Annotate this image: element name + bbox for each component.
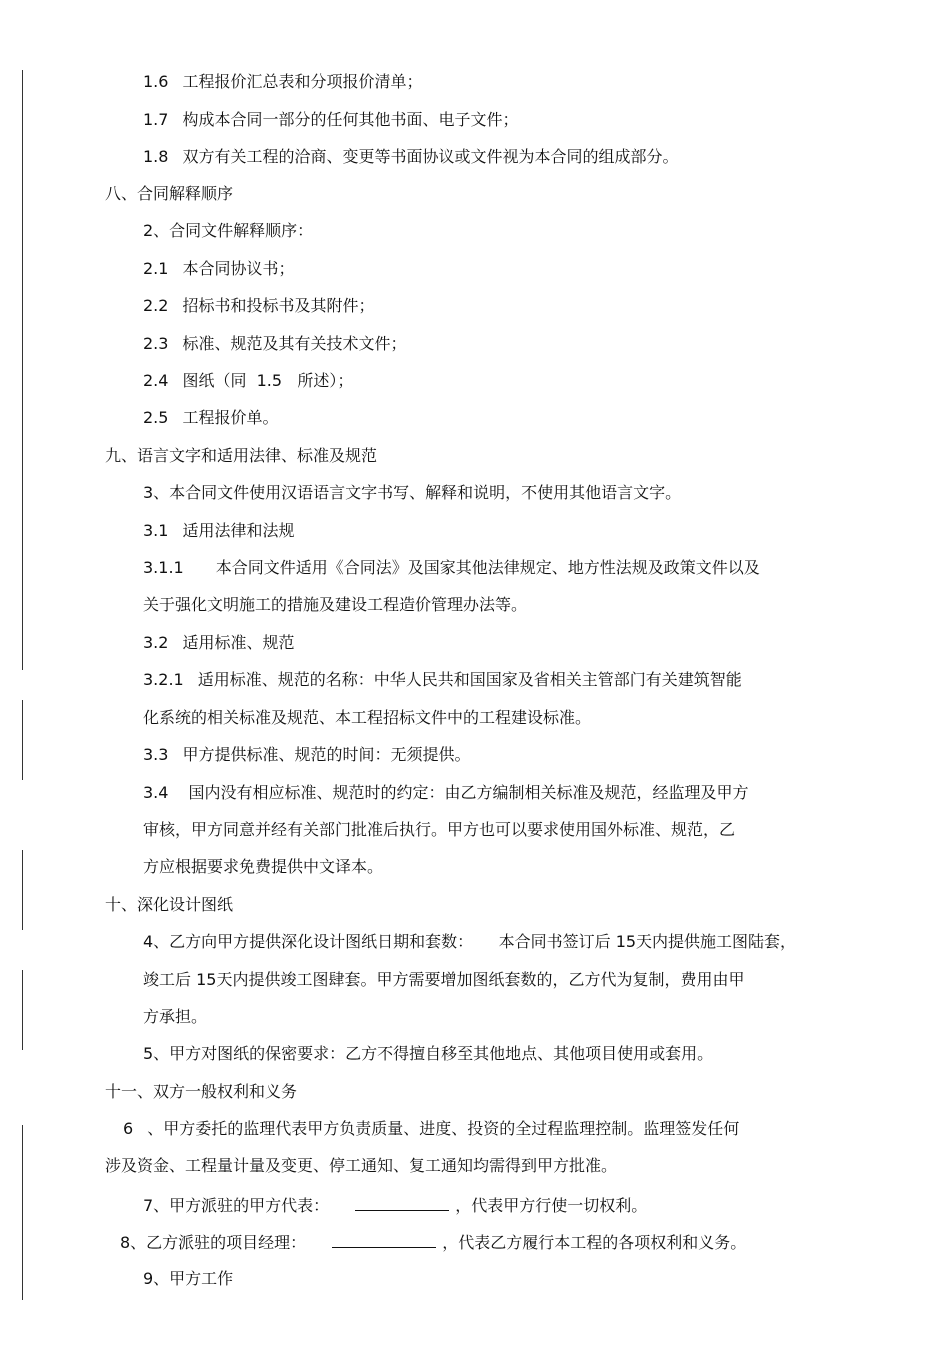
- clause-text: 标准、规范及其有关技术文件；: [182, 334, 407, 353]
- clause-3-3: [143, 745, 470, 765]
- clause-number: 3.1: [143, 521, 169, 540]
- clause-number: 1.8: [143, 147, 169, 166]
- clause-2-4: [143, 371, 353, 391]
- clause-text: ，代表甲方行使一切权利。: [455, 1196, 648, 1215]
- clause-text: 本合同文件适用《合同法》及国家其他法律规定、地方性法规及政策文件以及: [215, 558, 760, 577]
- clause-text: 4、乙方向甲方提供深化设计图纸日期和套数： 本合同书签订后 15天内提供施工图陆套，: [143, 932, 797, 951]
- margin-bar: [22, 970, 23, 1050]
- clause-number: 3.2: [143, 633, 169, 652]
- clause-3-2-1: [143, 670, 742, 690]
- clause-8: [120, 1231, 746, 1251]
- clause-text: 方应根据要求免费提供中文译本。: [143, 857, 384, 876]
- clause-number: 1.6: [143, 72, 169, 91]
- clause-text: 关于强化文明施工的措施及建设工程造价管理办法等。: [143, 595, 528, 614]
- clause-text: 7、甲方派驻的甲方代表：: [143, 1196, 330, 1215]
- clause-text: 本合同协议书；: [182, 259, 295, 278]
- clause-text: 适用法律和法规: [182, 521, 295, 540]
- clause-9: [143, 1269, 233, 1289]
- clause-2-3: [143, 334, 406, 354]
- clause-1-8: [143, 147, 678, 167]
- clause-7: [143, 1194, 647, 1214]
- section-heading-10: [105, 895, 233, 915]
- clause-2: [143, 221, 313, 241]
- clause-6: [123, 1119, 739, 1139]
- clause-text: 审核，甲方同意并经有关部门批准后执行。甲方也可以要求使用国外标准、规范，乙: [143, 820, 736, 839]
- clause-text: 图纸（同 1.5 所述）；: [182, 371, 354, 390]
- clause-number: 1.7: [143, 110, 169, 129]
- clause-number: 3.3: [143, 745, 169, 764]
- blank-line: [355, 1194, 449, 1211]
- clause-3-1-1: [143, 558, 760, 578]
- section-heading-11: [105, 1082, 297, 1102]
- clause-text: 构成本合同一部分的任何其他书面、电子文件；: [182, 110, 519, 129]
- clause-3-4: [143, 783, 748, 803]
- clause-2-1: [143, 259, 294, 279]
- clause-3-1: [143, 521, 294, 541]
- section-heading-8: [105, 184, 233, 204]
- clause-6-cont: [105, 1156, 617, 1176]
- clause-text: 竣工后 15天内提供竣工图肆套。甲方需要增加图纸套数的，乙方代为复制，费用由甲: [143, 970, 745, 989]
- clause-3-4-cont: [143, 820, 735, 840]
- clause-text: 方承担。: [143, 1007, 208, 1026]
- clause-text: 工程报价单。: [182, 408, 279, 427]
- clause-number: 2.5: [143, 408, 169, 427]
- clause-text: 双方有关工程的洽商、变更等书面协议或文件视为本合同的组成部分。: [182, 147, 679, 166]
- clause-number: 2.4: [143, 371, 169, 390]
- clause-number: 2.1: [143, 259, 169, 278]
- clause-text: 3、本合同文件使用汉语语言文字书写、解释和说明，不使用其他语言文字。: [143, 483, 682, 502]
- clause-text: 化系统的相关标准及规范、本工程招标文件中的工程建设标准。: [143, 708, 592, 727]
- clause-number: 3.2.1: [143, 670, 184, 689]
- section-title: 八、合同解释顺序: [105, 184, 234, 203]
- clause-text: 、甲方委托的监理代表甲方负责质量、进度、投资的全过程监理控制。监理签发任何: [147, 1119, 740, 1138]
- margin-bar: [22, 850, 23, 930]
- section-title: 十、深化设计图纸: [105, 895, 234, 914]
- clause-number: 3.4: [143, 783, 169, 802]
- clause-text: 工程报价汇总表和分项报价清单；: [182, 72, 423, 91]
- clause-3-2: [143, 633, 294, 653]
- margin-bar: [22, 590, 23, 670]
- clause-text: ，代表乙方履行本工程的各项权利和义务。: [442, 1233, 747, 1252]
- clause-1-7: [143, 110, 518, 130]
- clause-number: 3.1.1: [143, 558, 184, 577]
- section-title: 九、语言文字和适用法律、标准及规范: [105, 446, 378, 465]
- clause-number: 2.3: [143, 334, 169, 353]
- clause-text: 甲方提供标准、规范的时间：无须提供。: [182, 745, 471, 764]
- blank-line: [332, 1231, 436, 1248]
- section-title: 十一、双方一般权利和义务: [105, 1082, 298, 1101]
- clause-text: 9、甲方工作: [143, 1269, 234, 1288]
- clause-text: 8、乙方派驻的项目经理：: [120, 1233, 307, 1252]
- clause-text: 国内没有相应标准、规范时的约定：由乙方编制相关标准及规范，经监理及甲方: [188, 783, 749, 802]
- clause-text: 适用标准、规范的名称：中华人民共和国国家及省相关主管部门有关建筑智能: [197, 670, 742, 689]
- margin-bar: [22, 700, 23, 780]
- clause-2-2: [143, 296, 374, 316]
- margin-bar: [22, 70, 23, 600]
- clause-number: 6: [123, 1119, 134, 1138]
- clause-4: [143, 932, 796, 952]
- clause-3-2-1-cont: [143, 708, 591, 728]
- clause-text: 2、合同文件解释顺序：: [143, 221, 314, 240]
- clause-text: 5、甲方对图纸的保密要求：乙方不得擅自移至其他地点、其他项目使用或套用。: [143, 1044, 714, 1063]
- clause-text: 招标书和投标书及其附件；: [182, 296, 375, 315]
- section-heading-9: [105, 446, 377, 466]
- clause-3: [143, 483, 681, 503]
- clause-4-cont: [143, 970, 744, 990]
- clause-4-cont-2: [143, 1007, 207, 1027]
- clause-text: 涉及资金、工程量计量及变更、停工通知、复工通知均需得到甲方批准。: [105, 1156, 618, 1175]
- clause-3-4-cont-2: [143, 857, 383, 877]
- clause-text: 适用标准、规范: [182, 633, 295, 652]
- clause-1-6: [143, 72, 422, 92]
- clause-number: 2.2: [143, 296, 169, 315]
- margin-bar: [22, 1125, 23, 1300]
- clause-2-5: [143, 408, 278, 428]
- clause-3-1-1-cont: [143, 595, 527, 615]
- clause-5: [143, 1044, 713, 1064]
